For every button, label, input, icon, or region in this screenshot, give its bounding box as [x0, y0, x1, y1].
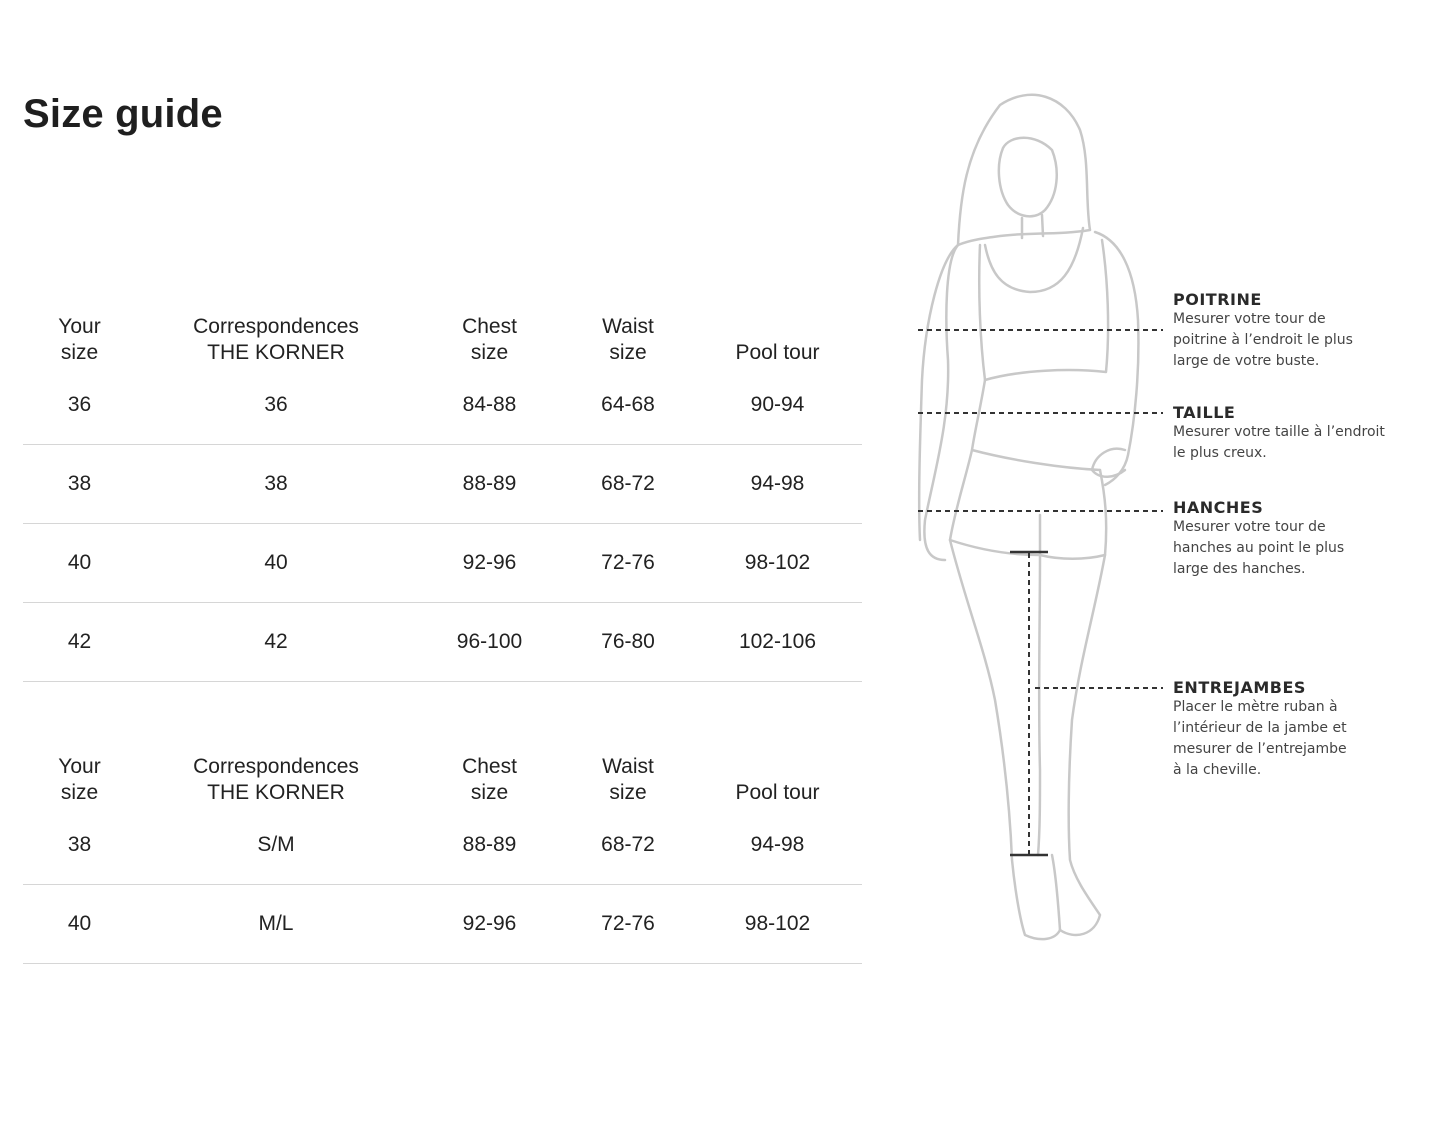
header-label: Chest size	[462, 755, 517, 804]
header-waist-size	[563, 310, 693, 366]
table-row	[23, 806, 862, 885]
poitrine-label	[1173, 290, 1413, 372]
cell: 94-98	[750, 833, 805, 856]
taille-label	[1173, 403, 1423, 464]
table-row	[23, 524, 862, 603]
cell: 42	[67, 630, 92, 653]
taille-description: Mesurer votre taille à l’endroit le plus creux.	[1173, 424, 1385, 461]
header-your-size	[23, 750, 136, 806]
cell: 88-89	[462, 833, 517, 856]
hanches-label	[1173, 498, 1413, 580]
cell: 36	[264, 393, 288, 416]
header-label: Waist size	[602, 755, 654, 804]
cell: 94-98	[750, 472, 805, 495]
cell: 76-80	[601, 630, 655, 653]
cell: 38	[67, 472, 92, 495]
header-label: Your size	[58, 315, 101, 364]
table-row	[23, 445, 862, 524]
header-pool-tour	[693, 310, 862, 366]
table-header-row	[23, 750, 862, 806]
header-waist-size	[563, 750, 693, 806]
page-title: Size guide	[23, 92, 223, 136]
cell: 40	[264, 551, 288, 574]
cell: 68-72	[601, 833, 655, 856]
hanches-heading: HANCHES	[1173, 498, 1264, 517]
poitrine-description: Mesurer votre tour de poitrine à l’endroit le plus large de votre buste.	[1173, 311, 1353, 369]
table-row	[23, 603, 862, 682]
header-your-size	[23, 310, 136, 366]
cell: 40	[67, 912, 92, 935]
size-table-2	[23, 750, 862, 964]
table-header-row	[23, 310, 862, 366]
header-pool-tour	[693, 750, 862, 806]
cell: 40	[67, 551, 92, 574]
header-label: Waist size	[602, 315, 654, 364]
header-label: Chest size	[462, 315, 517, 364]
header-chest-size	[416, 750, 563, 806]
cell: 64-68	[601, 393, 655, 416]
hanches-description: Mesurer votre tour de hanches au point le plus large des hanches.	[1173, 519, 1345, 577]
taille-heading: TAILLE	[1173, 403, 1236, 422]
entrejambes-heading: ENTREJAMBES	[1173, 678, 1306, 697]
cell: 90-94	[750, 393, 805, 416]
cell: 98-102	[744, 912, 811, 935]
cell: 102-106	[738, 630, 817, 653]
cell: 42	[264, 630, 288, 653]
entrejambes-description: Placer le mètre ruban à l’intérieur de la jambe et mesurer de l’entrejambe à la cheville.	[1173, 699, 1347, 778]
cell: 96-100	[456, 630, 523, 653]
table-row	[23, 366, 862, 445]
cell: 92-96	[462, 551, 517, 574]
header-label: Pool tour	[735, 341, 820, 364]
header-label: Correspondences THE KORNER	[193, 315, 359, 364]
cell: 72-76	[601, 551, 655, 574]
cell: 98-102	[744, 551, 811, 574]
size-table-1	[23, 310, 862, 682]
header-correspondences	[136, 310, 416, 366]
cell: 92-96	[462, 912, 517, 935]
cell: 84-88	[462, 393, 517, 416]
entrejambes-label	[1173, 678, 1413, 781]
cell: S/M	[257, 833, 295, 856]
header-chest-size	[416, 310, 563, 366]
cell: 72-76	[601, 912, 655, 935]
cell: 36	[67, 393, 92, 416]
cell: M/L	[258, 912, 294, 935]
header-label: Correspondences THE KORNER	[193, 755, 359, 804]
poitrine-heading: POITRINE	[1173, 290, 1262, 309]
cell: 38	[67, 833, 92, 856]
header-label: Your size	[58, 755, 101, 804]
cell: 38	[264, 472, 288, 495]
table-row	[23, 885, 862, 964]
cell: 68-72	[601, 472, 655, 495]
header-correspondences	[136, 750, 416, 806]
header-label: Pool tour	[735, 781, 820, 804]
cell: 88-89	[462, 472, 517, 495]
